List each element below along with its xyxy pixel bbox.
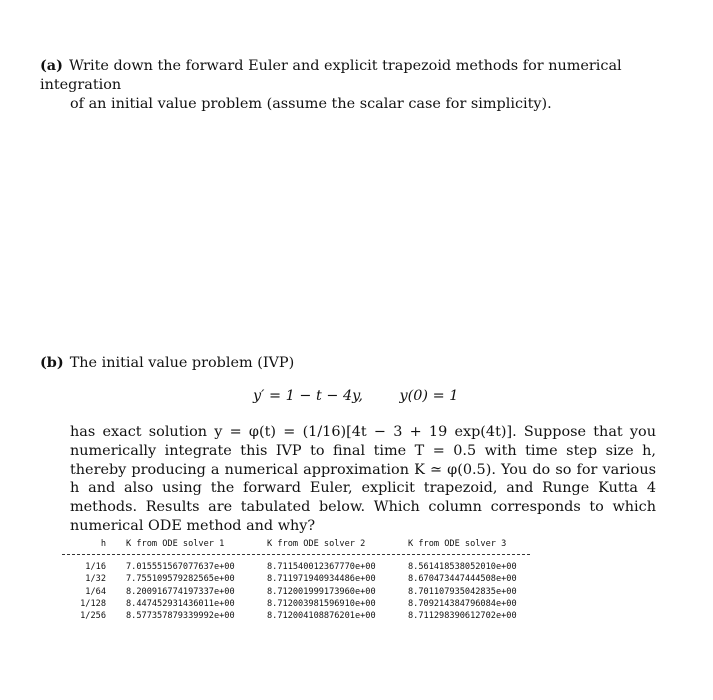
table-row: [62, 561, 532, 573]
cell-solver-1: 7.755109579282565e+00: [126, 574, 235, 585]
part-a-line-2: of an initial value problem (assume the scalar case for simplicity).: [70, 96, 552, 112]
part-b-paragraph: has exact solution y = φ(t) = (1/16)[4t − 3 + 19 exp(4t)]. Suppose that you numerically integrate this IVP to final time T = 0.5 with time step size h, thereby producing a numerical approximation K ≃ φ(0.5). You do so for various h and also using the forward Euler, explicit trapezoid, and Runge Kutta 4 methods. Results are tabulated below. Which column corresponds to which numerical ODE method and why?: [70, 424, 656, 534]
header-solver-2: K from ODE solver 2: [267, 539, 366, 550]
table-header: [62, 538, 532, 550]
cell-h: 1/32: [85, 574, 106, 585]
part-a-line-1: Write down the forward Euler and explicit trapezoid methods for numerical integration: [40, 58, 622, 93]
table-divider: [62, 554, 530, 555]
cell-solver-2: 8.712001999173960e+00: [267, 586, 376, 597]
ivp-equation: y′ = 1 − t − 4y, y(0) = 1: [253, 388, 459, 404]
table-row: [62, 573, 532, 585]
part-b-label: (b): [40, 354, 64, 371]
cell-solver-1: 8.200916774197337e+00: [126, 586, 235, 597]
cell-solver-3: 8.701107935042835e+00: [408, 586, 517, 597]
part-b-intro: The initial value problem (IVP): [69, 355, 295, 371]
cell-solver-3: 8.561418538052010e+00: [408, 562, 517, 573]
table-row: [62, 598, 532, 610]
cell-h: 1/16: [85, 562, 106, 573]
cell-h: 1/64: [85, 586, 106, 597]
table-row: [62, 610, 532, 622]
cell-solver-3: 8.709214384796084e+00: [408, 598, 517, 609]
question-part-a: [40, 56, 670, 114]
question-part-b: [40, 353, 670, 373]
header-solver-3: K from ODE solver 3: [408, 539, 507, 550]
cell-h: 1/128: [80, 598, 106, 609]
header-h: h: [100, 539, 106, 550]
cell-solver-3: 8.711298390612702e+00: [408, 611, 517, 622]
cell-solver-1: 8.447452931436011e+00: [126, 598, 235, 609]
cell-solver-1: 7.015551567077637e+00: [126, 562, 235, 573]
header-solver-1: K from ODE solver 1: [126, 539, 225, 550]
cell-solver-2: 8.711971940934486e+00: [267, 574, 376, 585]
cell-solver-2: 8.712004108876201e+00: [267, 611, 376, 622]
table-row: [62, 586, 532, 598]
cell-solver-1: 8.577357879339992e+00: [126, 611, 235, 622]
results-table: [62, 538, 532, 622]
part-a-label: (a): [40, 57, 63, 74]
cell-solver-2: 8.711540012367770e+00: [267, 562, 376, 573]
cell-solver-3: 8.670473447444508e+00: [408, 574, 517, 585]
cell-solver-2: 8.712003981596910e+00: [267, 598, 376, 609]
cell-h: 1/256: [80, 611, 106, 622]
